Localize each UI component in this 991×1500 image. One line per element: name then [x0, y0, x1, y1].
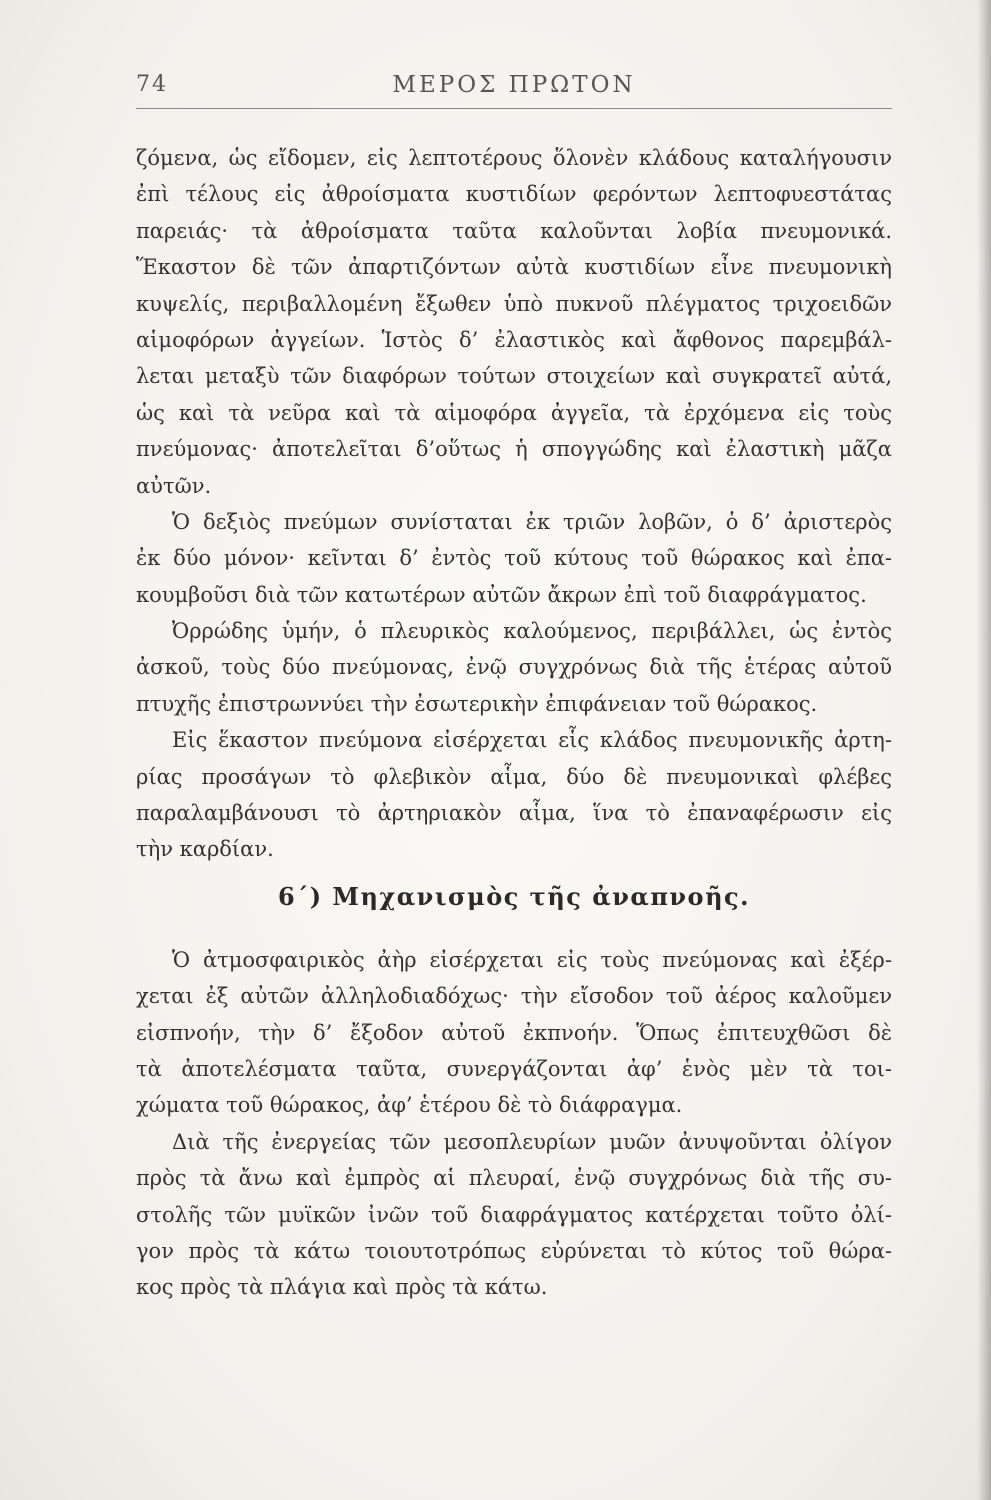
- text-line: ἀσκοῦ, τοὺς δύο πνεύμονας, ἐνῷ συγχρόνως διὰ τῆς ἑτέρας αὐτοῦ: [136, 655, 892, 680]
- paragraph-6: [136, 1124, 892, 1306]
- paragraph-3: [136, 613, 892, 722]
- section-heading: 6΄) Μηχανισμὸς τῆς ἀναπνοῆς.: [278, 881, 750, 911]
- running-head: ΜΕΡΟΣ ΠΡΩΤΟΝ: [392, 72, 636, 98]
- text-line: Διὰ τῆς ἐνεργείας τῶν μεσοπλευρίων μυῶν ἀνυψοῦνται ὀλίγον: [172, 1129, 892, 1154]
- text-line: κυψελίς, περιβαλλομένη ἔξωθεν ὑπὸ πυκνοῦ πλέγματος τριχοειδῶν: [136, 291, 892, 316]
- body-text: [136, 140, 892, 1306]
- text-line: εἰσπνοήν, τὴν δ’ ἔξοδον αὐτοῦ ἐκπνοήν. Ὅπως ἐπιτευχθῶσι δὲ: [136, 1020, 892, 1045]
- page-header: [136, 72, 892, 109]
- text-line: κος πρὸς τὰ πλάγια καὶ πρὸς τὰ κάτω.: [136, 1275, 548, 1300]
- text-line: ζόμενα, ὡς εἴδομεν, εἰς λεπτοτέρους ὅλονὲν κλάδους καταλήγουσιν: [136, 146, 892, 170]
- page-edge-shadow: [977, 0, 991, 1500]
- text-line: παραλαμβάνουσι τὸ ἀρτηριακὸν αἷμα, ἵνα τὸ ἐπαναφέρωσιν εἰς: [136, 801, 892, 826]
- paragraph-2: [136, 504, 892, 613]
- paragraph-4: [136, 722, 892, 868]
- text-line: Ἕκαστον δὲ τῶν ἀπαρτιζόντων αὐτὰ κυστιδίων εἶνε πνευμονικὴ: [136, 255, 892, 280]
- paragraph-5: [136, 942, 892, 1124]
- page-number: 74: [136, 72, 168, 97]
- text-line: ἐκ δύο μόνον· κεῖνται δ’ ἐντὸς τοῦ κύτους τοῦ θώρακος καὶ ἐπα-: [136, 546, 892, 571]
- text-line: λεται μεταξὺ τῶν διαφόρων τούτων στοιχείων καὶ συγκρατεῖ αὐτά,: [136, 364, 892, 389]
- text-line: Ὁ δεξιὸς πνεύμων συνίσταται ἐκ τριῶν λοβῶν, ὁ δ’ ἀριστερὸς: [172, 509, 892, 534]
- text-line: τὴν καρδίαν.: [136, 837, 274, 862]
- text-line: Εἰς ἕκαστον πνεύμονα εἰσέρχεται εἷς κλάδος πνευμονικῆς ἀρτη-: [172, 728, 892, 753]
- text-line: τὰ ἀποτελέσματα ταῦτα, συνεργάζονται ἀφ’ ἑνὸς μὲν τὰ τοι-: [136, 1056, 892, 1081]
- text-line: στολῆς τῶν μυϊκῶν ἰνῶν τοῦ διαφράγματος κατέρχεται τοῦτο ὀλί-: [136, 1202, 892, 1227]
- text-line: πνεύμονας· ἀποτελεῖται δ’οὕτως ἡ σπογγώδης καὶ ἐλαστικὴ μᾶζα: [136, 437, 892, 462]
- paragraph-1: [136, 140, 892, 504]
- text-line: κουμβοῦσι διὰ τῶν κατωτέρων αὐτῶν ἄκρων ἐπὶ τοῦ διαφράγματος.: [136, 582, 867, 607]
- spacer: [136, 924, 892, 942]
- text-line: πρὸς τὰ ἄνω καὶ ἐμπρὸς αἱ πλευραί, ἐνῷ συγχρόνως διὰ τῆς συ-: [136, 1166, 892, 1191]
- text-line: γον πρὸς τὰ κάτω τοιουτοτρόπως εὐρύνεται τὸ κύτος τοῦ θώρα-: [136, 1238, 892, 1263]
- text-line: ρίας προσάγων τὸ φλεβικὸν αἷμα, δύο δὲ πνευμονικαὶ φλέβες: [136, 764, 892, 789]
- text-line: Ὀρρώδης ὑμήν, ὁ πλευρικὸς καλούμενος, περιβάλλει, ὡς ἐντὸς: [172, 619, 892, 644]
- text-line: ὡς καὶ τὰ νεῦρα καὶ τὰ αἱμοφόρα ἀγγεῖα, τὰ ἐρχόμενα εἰς τοὺς: [136, 400, 892, 425]
- text-line: αὐτῶν.: [136, 473, 212, 498]
- text-line: παρειάς· τὰ ἀθροίσματα ταῦτα καλοῦνται λοβία πνευμονικά.: [136, 218, 892, 243]
- text-line: χεται ἐξ αὐτῶν ἀλληλοδιαδόχως· τὴν εἴσοδον τοῦ ἀέρος καλοῦμεν: [136, 984, 892, 1009]
- text-line: Ὁ ἀτμοσφαιρικὸς ἀὴρ εἰσέρχεται εἰς τοὺς πνεύμονας καὶ ἐξέρ-: [172, 947, 892, 972]
- text-line: πτυχῆς ἐπιστρωννύει τὴν ἐσωτερικὴν ἐπιφάνειαν τοῦ θώρακος.: [136, 691, 818, 716]
- text-line: ἐπὶ τέλους εἰς ἀθροίσματα κυστιδίων φερόντων λεπτοφυεστάτας: [136, 182, 892, 207]
- text-line: χώματα τοῦ θώρακος, ἀφ’ ἑτέρου δὲ τὸ διάφραγμα.: [136, 1093, 683, 1118]
- text-line: αἱμοφόρων ἀγγείων. Ἱστὸς δ’ ἐλαστικὸς καὶ ἄφθονος παρεμβάλ-: [136, 327, 892, 352]
